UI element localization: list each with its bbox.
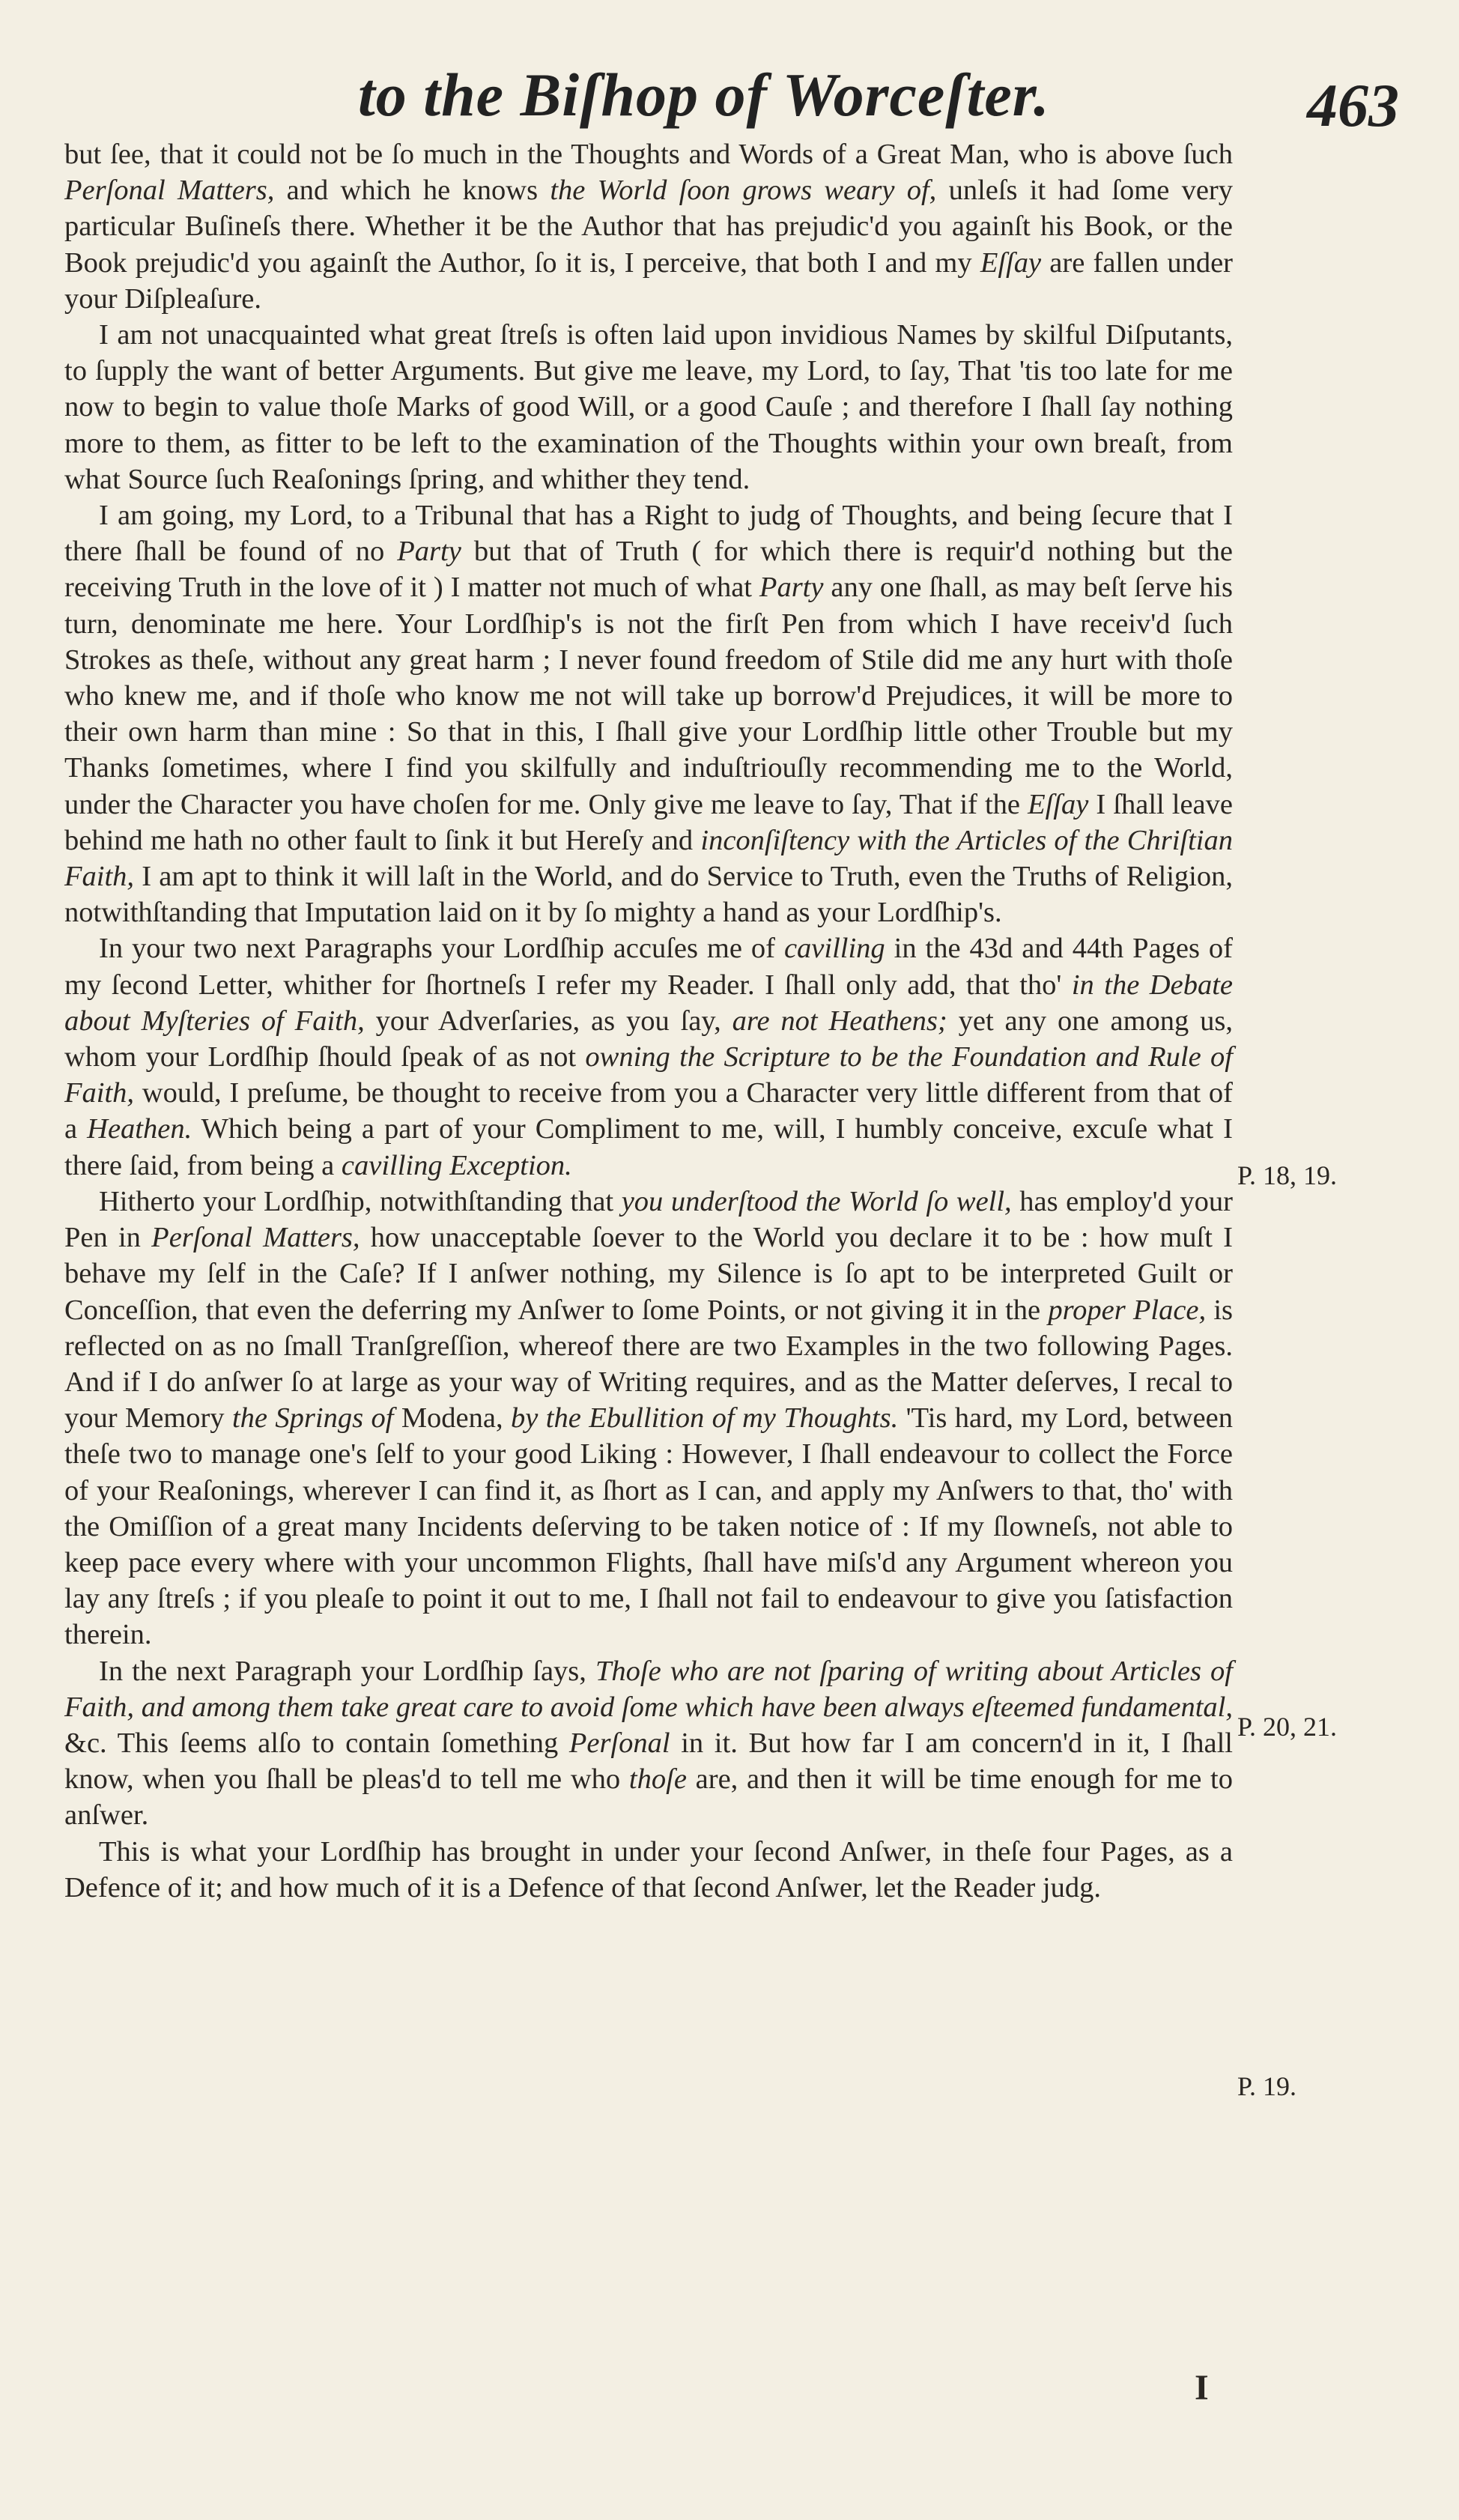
running-title: to the Biſhop of Worceſter. xyxy=(358,61,1050,129)
page-header xyxy=(0,54,1459,144)
italic-text: the Springs of xyxy=(231,1402,394,1435)
text-run: I am going, my Lord, to a Tribunal that has a Right to judg of Thoughts, and being ſecure that I there ſhall be found of no xyxy=(64,500,1233,568)
paragraph xyxy=(64,1834,1233,1906)
italic-text: Heathen. xyxy=(87,1113,192,1145)
paragraph xyxy=(64,1653,1233,1834)
text-run: I am apt to think it will laſt in the World, and do Service to Truth, even the Truths of Religion, notwithſtanding that Imputation laid on it by ſo mighty a hand as your Lordſhip's. xyxy=(64,861,1233,929)
italic-text: Party xyxy=(759,572,824,604)
text-run: Modena, xyxy=(393,1402,512,1435)
text-run: 'Tis hard, my Lord, between theſe two to manage one's ſelf to your good Liking : However, I ſhall endeavour to collect the Force of your Reaſonings, wherever I can find it, as ſhort as I can, and apply my Anſwers to that, tho' with the Omiſſion of a great many Incidents deſerving to be taken notice of : If my ſlowneſs, not able to keep pace every where with your uncommon Flights, ſhall have miſs'd any Argument whereon you lay any ſtreſs ; if you pleaſe to point it out to me, I ſhall not fail to endeavour to give you ſatisfaction therein. xyxy=(64,1402,1233,1651)
italic-text: are not Heathens; xyxy=(732,1005,947,1037)
italic-text: Thoſe who are not ſparing of writing about Articles of Faith, and among them take great care to avoid ſome which have been always eſteemed fundamental, xyxy=(64,1655,1233,1723)
text-run: would, I preſume, be thought to receive from you a Character very little different from that of a xyxy=(64,1077,1233,1145)
text-run: I ſhall leave behind me hath no other fault to ſink it but Hereſy and xyxy=(64,788,1233,856)
margin-reference: P. 20, 21. xyxy=(1237,1712,1338,1742)
text-run: Hitherto your Lordſhip, notwithſtanding that xyxy=(99,1185,622,1217)
margin-reference: P. 18, 19. xyxy=(1237,1160,1338,1190)
page-number: 463 xyxy=(1307,71,1399,139)
text-run: This is what your Lordſhip has brought in under your ſecond Anſwer, in theſe four Pages, as a Defence of it; and how much of it is a Defence of that ſecond Anſwer, let the Reader judg. xyxy=(64,1835,1233,1903)
italic-text: Eſſay xyxy=(1028,788,1089,820)
text-run: how unacceptable ſoever to the World you declare it to be : how muſt I behave my ſelf in the Caſe? If I anſwer nothing, my Silence is ſo apt to be interpreted Guilt or Conceſſion, that even the deferring my Anſwer to ſome Points, or not giving it in the xyxy=(64,1222,1233,1326)
text-run: are, and then it will be time enough for me to anſwer. xyxy=(64,1763,1233,1832)
text-run: unleſs it had ſome very particular Buſineſs there. Whether it be the Author that has prejudic'd you againſt his Book, or the Book prejudic'd you againſt the Author, ſo it is, I perceive, that both I and my xyxy=(64,175,1234,279)
italic-text: Perſonal Matters, xyxy=(64,175,275,207)
margin-reference: P. 19. xyxy=(1237,2071,1297,2101)
text-run: but ſee, that it could not be ſo much in the Thoughts and Words of a Great Man, who is above ſuch xyxy=(64,139,1233,170)
italic-text: inconſiſtency with the Articles of the Chriſtian Faith, xyxy=(64,824,1233,893)
text-run: In the next Paragraph your Lordſhip ſays, xyxy=(99,1655,595,1687)
body-text xyxy=(64,136,1233,1906)
text-run: in the 43d and 44th Pages of my ſecond Letter, whither for ſhortneſs I refer my Reader. I ſhall only add, that tho' xyxy=(64,933,1233,1001)
paragraph xyxy=(64,136,1233,317)
italic-text: cavilling Exception. xyxy=(341,1149,572,1181)
italic-text: Party xyxy=(397,536,461,568)
italic-text: Eſſay xyxy=(980,246,1042,279)
paragraph xyxy=(64,497,1233,930)
text-run: is reflected on as no ſmall Tranſgreſſion, whereof there are two Examples in the two following Pages. And if I do anſwer ſo at large as your way of Writing requires, and as the Matter deſerves, I recal to your Memory xyxy=(64,1294,1233,1435)
italic-text: Perſonal xyxy=(568,1727,670,1759)
italic-text: thoſe xyxy=(628,1763,687,1796)
paragraph xyxy=(64,317,1233,497)
paragraph xyxy=(64,930,1233,1183)
text-run: any one ſhall, as may beſt ſerve his turn, denominate me here. Your Lordſhip's is not the firſt Pen from which I have receiv'd ſuch Strokes as theſe, without any great harm ; I never found freedom of Stile did me any hurt with thoſe who knew me, and if thoſe who know me not will take up borrow'd Prejudices, it will be more to their own harm than mine : So that in this, I ſhall give your Lordſhip little other Trouble but my Thanks ſometimes, where I find you skilfully and induſtriouſly recommending me to the World, under the Character you have choſen for me. Only give me leave to ſay, That if the xyxy=(64,572,1233,820)
italic-text: owning the Scripture to be the Foundation and Rule of Faith, xyxy=(64,1041,1233,1109)
italic-text: you underſtood the World ſo well, xyxy=(621,1185,1012,1217)
italic-text: cavilling xyxy=(783,933,885,965)
italic-text: in the Debate about Myſteries of Faith, xyxy=(64,969,1233,1037)
text-run: are fallen under your Diſpleaſure. xyxy=(64,246,1233,315)
text-run: &c. This ſeems alſo to contain ſomething xyxy=(64,1727,569,1759)
text-run: has employ'd your Pen in xyxy=(64,1185,1234,1254)
italic-text: by the Ebullition of my Thoughts. xyxy=(511,1402,899,1435)
signature-mark: I xyxy=(1195,2368,1209,2408)
text-run: and which he knows xyxy=(274,175,550,207)
italic-text: proper Place, xyxy=(1048,1294,1207,1326)
text-run: Which being a part of your Compliment to me, will, I humbly conceive, excuſe what I there ſaid, from being a xyxy=(64,1113,1233,1181)
italic-text: the World ſoon grows weary of, xyxy=(550,175,937,207)
text-run: I am not unacquainted what great ſtreſs is often laid upon invidious Names by skilful Diſputants, to ſupply the want of better Arguments. But give me leave, my Lord, to ſay, That 'tis too late for me now to begin to value thoſe Marks of good Will, or a good Cauſe ; and therefore I ſhall ſay nothing more to them, as fitter to be left to the examination of the Thoughts within your own breaſt, from what Source ſuch Reaſonings ſpring, and whither they tend. xyxy=(64,319,1233,495)
paragraph xyxy=(64,1184,1233,1653)
text-run: but that of Truth ( for which there is requir'd nothing but the receiving Truth in the love of it ) I matter not much of what xyxy=(64,536,1233,604)
text-run: In your two next Paragraphs your Lordſhip accuſes me of xyxy=(99,933,784,965)
italic-text: Perſonal Matters, xyxy=(151,1222,360,1254)
text-run: your Adverſaries, as you ſay, xyxy=(364,1005,732,1037)
text-run: yet any one among us, whom your Lordſhip ſhould ſpeak of as not xyxy=(64,1005,1234,1073)
text-run: in it. But how far I am concern'd in it, I ſhall know, when you ſhall be pleas'd to tell me who xyxy=(64,1727,1233,1796)
